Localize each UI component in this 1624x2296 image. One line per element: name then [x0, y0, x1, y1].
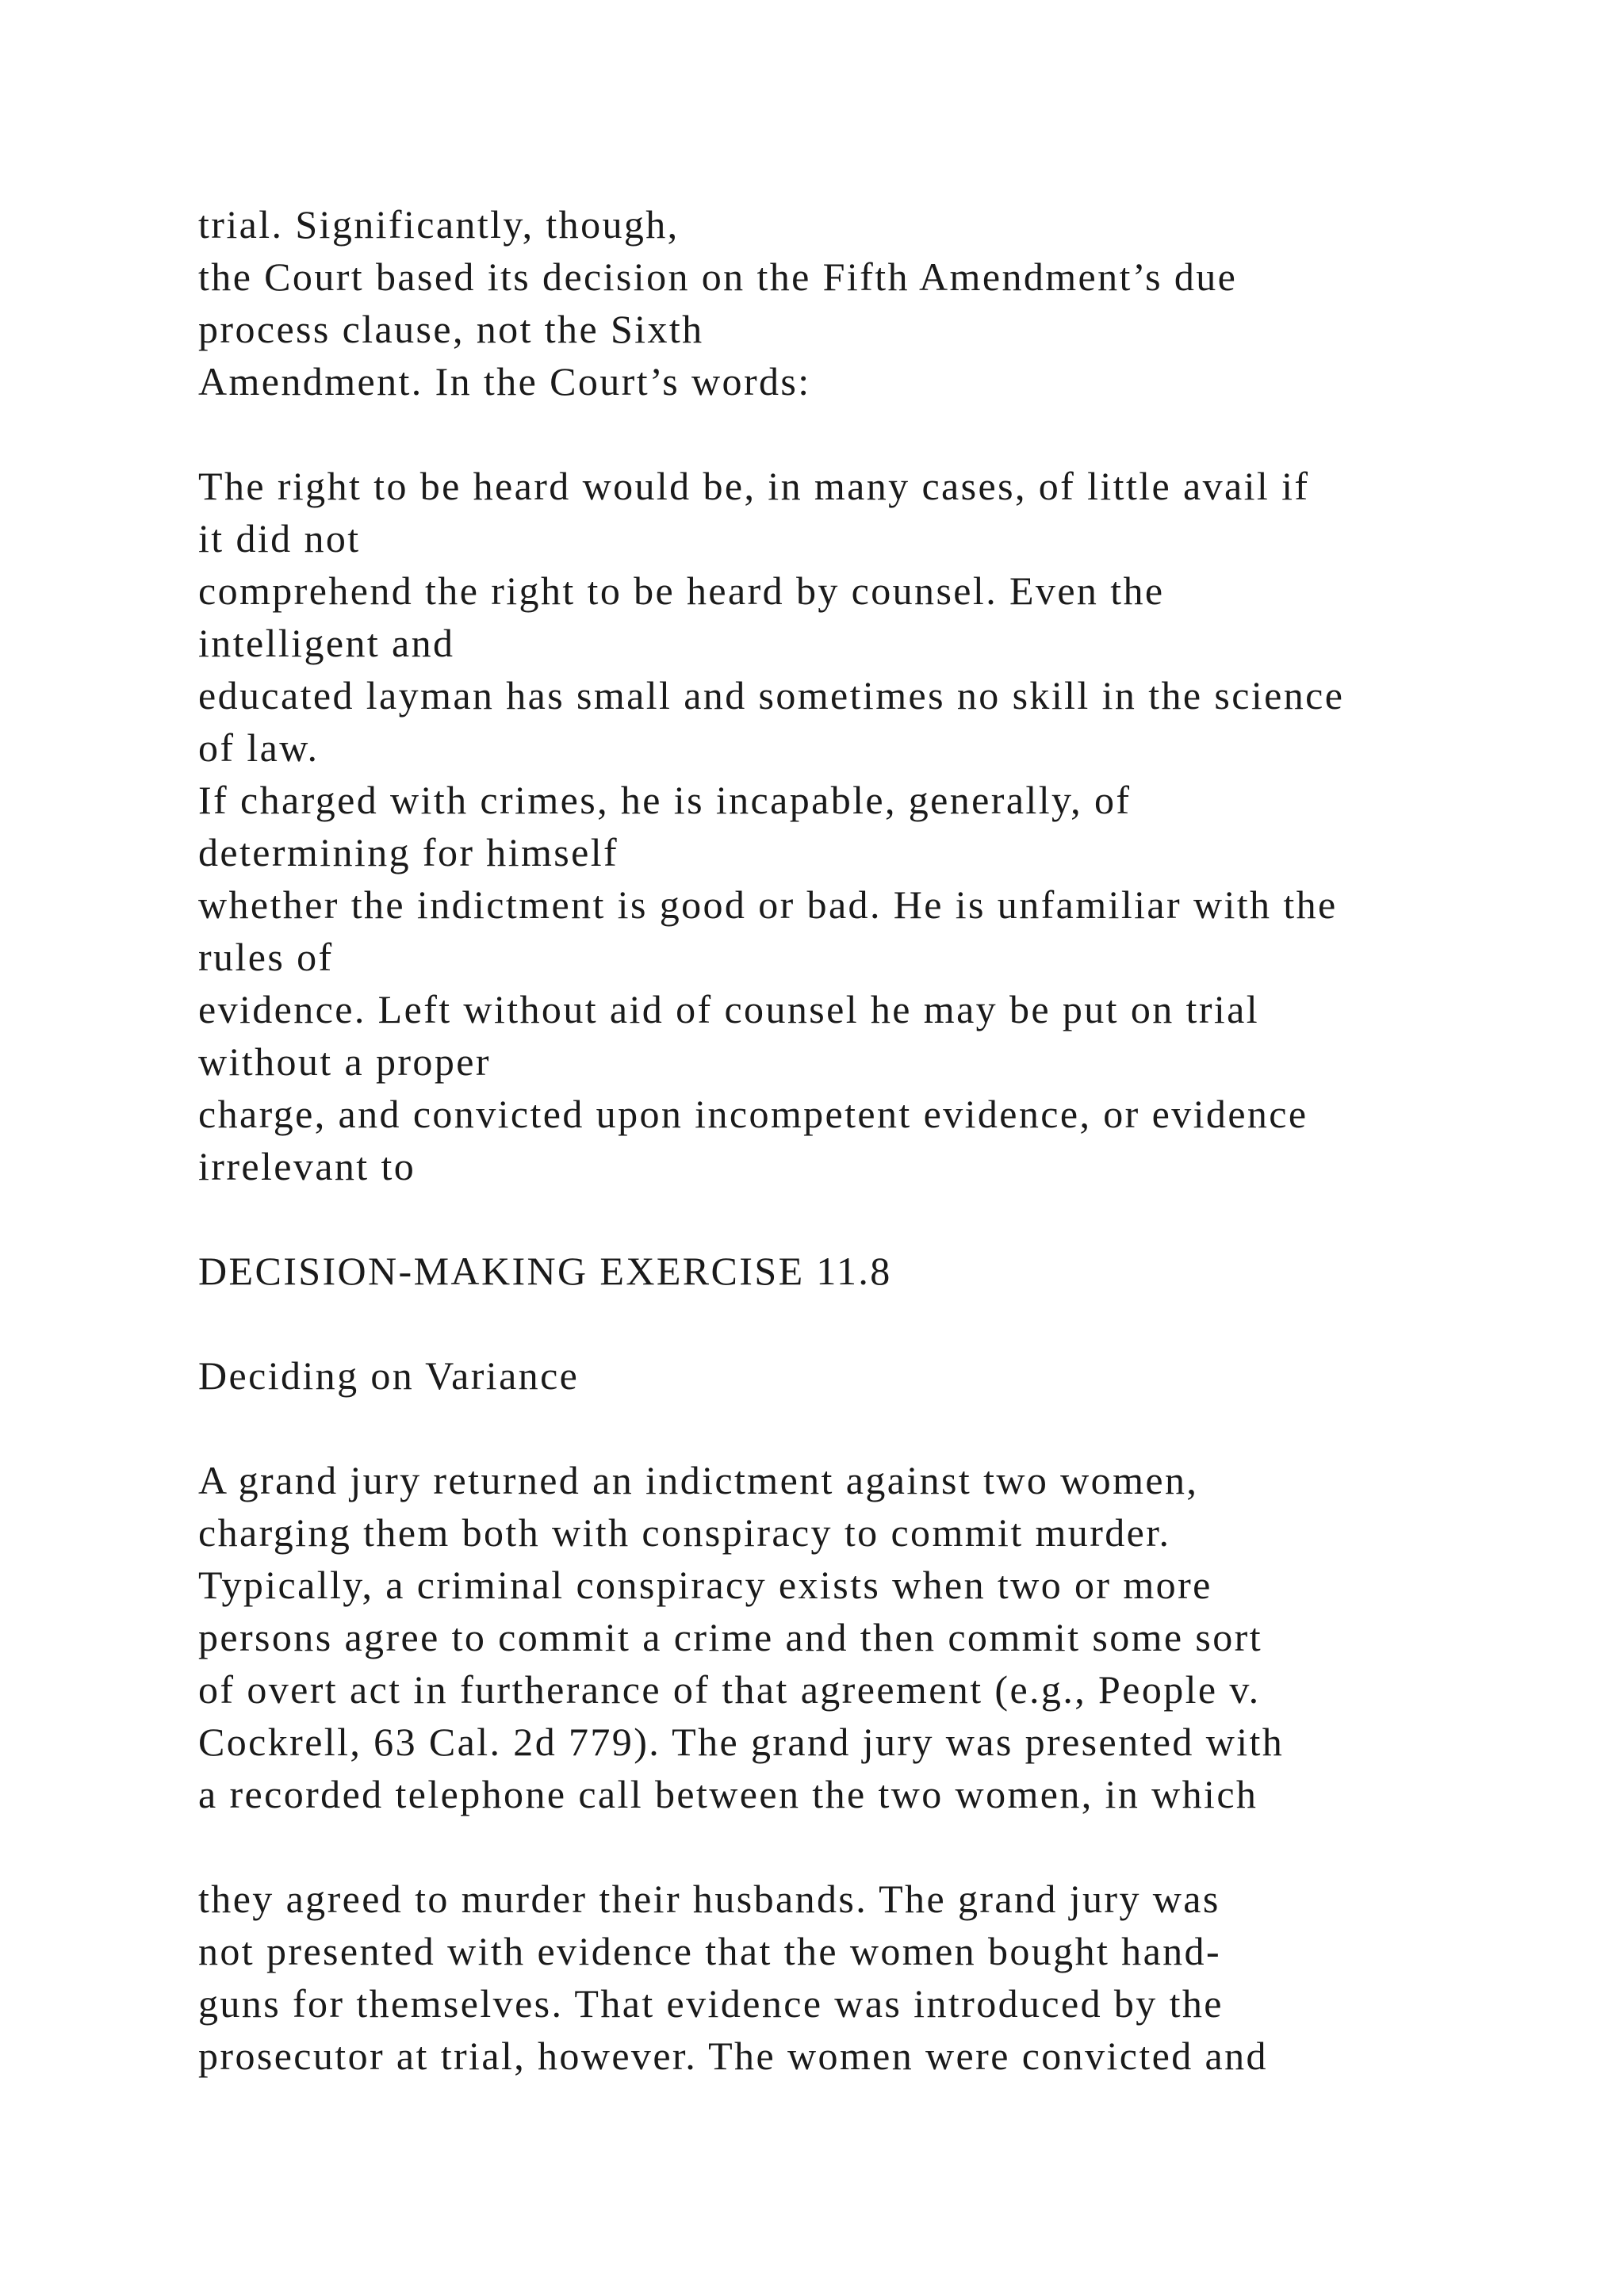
text-line: a recorded telephone call between the two women, in which [198, 1772, 1258, 1816]
text-line: Cockrell, 63 Cal. 2d 779). The grand jury was presented with [198, 1720, 1285, 1764]
text-line: charge, and convicted upon incompetent evidence, or evidence [198, 1092, 1308, 1136]
text-line: determining for himself [198, 830, 619, 874]
exercise-paragraph-2 [198, 1873, 1483, 2082]
text-line: process clause, not the Sixth [198, 307, 704, 351]
text-line: irrelevant to [198, 1144, 416, 1188]
text-line: If charged with crimes, he is incapable, generally, of [198, 778, 1132, 822]
text-line: comprehend the right to be heard by counsel. Even the [198, 568, 1165, 613]
text-line: charging them both with conspiracy to commit murder. [198, 1510, 1171, 1555]
text-line: evidence. Left without aid of counsel he may be put on trial [198, 987, 1260, 1031]
text-line: The right to be heard would be, in many cases, of little avail if [198, 464, 1310, 508]
text-line: rules of [198, 935, 334, 979]
text-line: not presented with evidence that the women bought hand- [198, 1929, 1222, 1973]
text-line: Amendment. In the Court’s words: [198, 359, 811, 404]
paragraph-spacer [198, 1297, 1483, 1349]
text-line: guns for themselves. That evidence was introduced by the [198, 1981, 1224, 2026]
text-line: prosecutor at trial, however. The women were convicted and [198, 2034, 1268, 2078]
exercise-heading: DECISION-MAKING EXERCISE 11.8 [198, 1249, 892, 1293]
text-line: A grand jury returned an indictment against two women, [198, 1458, 1199, 1502]
paragraph-spacer [198, 1192, 1483, 1245]
text-line: educated layman has small and sometimes no skill in the science [198, 673, 1345, 718]
text-line: the Court based its decision on the Fifth Amendment’s due [198, 254, 1238, 299]
text-line: trial. Significantly, though, [198, 202, 680, 247]
text-line: it did not [198, 516, 361, 561]
paragraph-spacer [198, 408, 1483, 460]
paragraph-spacer [198, 1820, 1483, 1873]
text-line: they agreed to murder their husbands. The grand jury was [198, 1877, 1220, 1921]
exercise-paragraph-1 [198, 1454, 1483, 1820]
intro-paragraph [198, 198, 1483, 408]
paragraph-spacer [198, 1402, 1483, 1454]
text-line: of law. [198, 725, 320, 770]
text-line: persons agree to commit a crime and then commit some sort [198, 1615, 1263, 1659]
text-line: without a proper [198, 1039, 491, 1084]
text-line: intelligent and [198, 621, 455, 665]
exercise-subheading: Deciding on Variance [198, 1353, 580, 1398]
text-line: of overt act in furtherance of that agreement (e.g., People v. [198, 1667, 1261, 1712]
document-text [198, 198, 1483, 2082]
text-line: Typically, a criminal conspiracy exists when two or more [198, 1563, 1212, 1607]
text-line: whether the indictment is good or bad. He is unfamiliar with the [198, 882, 1338, 927]
court-quote [198, 460, 1483, 1192]
